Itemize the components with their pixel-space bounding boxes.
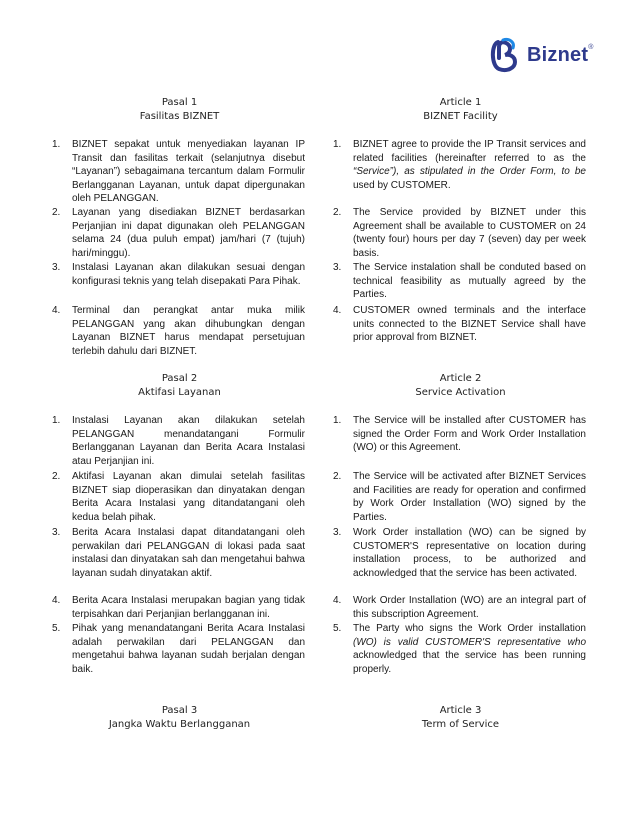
list-item: 4. Terminal dan perangkat antar muka milik PELANGGAN yang akan dihubungkan dengan Layanan BIZNET harus mendapat persetujuan terlebih dahulu dari BIZNET.: [52, 305, 305, 357]
article-2-title: Service Activation: [415, 387, 506, 398]
biznet-logo-text: Biznet®: [527, 43, 594, 66]
list-item: 2. The Service provided by BIZNET under this Agreement shall be available to CUSTOMER on 24 (twenty four) hours per day 7 (seven) day per week basis.: [333, 207, 586, 259]
pasal-3-heading: [52, 704, 307, 732]
article-1-number: Article 1: [439, 97, 482, 108]
pasal-2-number: Pasal 2: [161, 373, 198, 384]
list-item: 1. Instalasi Layanan akan dilakukan setelah PELANGGAN menandatangani Formulir Berlangganan Layanan dan Berita Acara Instalasi atau Perjanjian ini.: [52, 415, 305, 467]
list-item: 3. Work Order installation (WO) can be signed by CUSTOMER'S representative on location during installation process, to be authorized and acknowledged that the service has been activated.: [333, 527, 586, 579]
pasal-2-heading: [52, 372, 307, 400]
article-1-title: BIZNET Facility: [423, 111, 498, 122]
list-item: 1. BIZNET agree to provide the IP Transit services and related facilities (hereinafter referred to as the “Service”), as stipulated in the Order Form, to be used by CUSTOMER.: [333, 139, 586, 191]
list-item: 5. Pihak yang menandatangani Berita Acara Instalasi adalah perwakilan dari PELANGGAN dan mengetahui bahwa layanan sudah berjalan dengan baik.: [52, 623, 305, 675]
list-item: 2. Layanan yang disediakan BIZNET berdasarkan Perjanjian ini dapat digunakan oleh PELANGGAN selama 24 (dua puluh empat) jam/hari (7 (tujuh) hari/minggu).: [52, 207, 305, 259]
pasal-3-number: Pasal 3: [161, 705, 198, 716]
pasal-1-heading: [52, 96, 307, 124]
article-3-heading: [333, 704, 588, 732]
biznet-logo: [489, 36, 594, 74]
pasal-1-number: Pasal 1: [161, 97, 198, 108]
article-1-heading: [333, 96, 588, 124]
list-item: 4. Work Order Installation (WO) are an integral part of this subscription Agreement.: [333, 595, 586, 620]
pasal-2-title: Aktifasi Layanan: [138, 387, 221, 398]
list-item: 3. Berita Acara Instalasi dapat ditandatangani oleh perwakilan dari PELANGGAN di lokasi pada saat instalasi dan dinyatakan sah dan mengetahui bahwa layanan sudah dinyatakan aktif.: [52, 527, 305, 579]
article-3-title: Term of Service: [421, 719, 500, 730]
list-item: 4. CUSTOMER owned terminals and the interface units connected to the BIZNET Service shall have prior approval from BIZNET.: [333, 305, 586, 343]
list-item: 4. Berita Acara Instalasi merupakan bagian yang tidak terpisahkan dari Perjanjian berlangganan ini.: [52, 595, 305, 620]
list-item: 2. The Service will be activated after BIZNET Services and Facilities are ready for operation and confirmed by Work Order Installation (WO) signed by the Parties.: [333, 471, 586, 523]
list-item: 5. The Party who signs the Work Order installation (WO) is valid CUSTOMER'S representative who acknowledged that the service has been running properly.: [333, 623, 586, 675]
list-item: 3. The Service instalation shall be conduted based on technical feasibility as mutually agreed by the Parties.: [333, 262, 586, 300]
list-item: 1. BIZNET sepakat untuk menyediakan layanan IP Transit dan fasilitas terkait (selanjutnya disebut “Layanan”) sebagaimana tercantum dalam Formulir Berlangganan Layanan, untuk dapat dipergunakan oleh PELANGGAN.: [52, 139, 305, 204]
article-2-number: Article 2: [439, 373, 482, 384]
article-3-number: Article 3: [439, 705, 482, 716]
article-2-heading: [333, 372, 588, 400]
pasal-1-title: Fasilitas BIZNET: [139, 111, 220, 122]
biznet-logo-icon: [489, 36, 523, 74]
list-item: 1. The Service will be installed after CUSTOMER has signed the Order Form and Work Order Installation (WO) or this Agreement.: [333, 415, 586, 453]
list-item: 2. Aktifasi Layanan akan dimulai setelah fasilitas BIZNET siap dioperasikan dan dinyatakan dengan Berita Acara Instalasi yang ditandatangani oleh kedua belah pihak.: [52, 471, 305, 523]
pasal-3-title: Jangka Waktu Berlangganan: [108, 719, 251, 730]
list-item: 3. Instalasi Layanan akan dilakukan sesuai dengan konfigurasi teknis yang telah disepakati Para Pihak.: [52, 262, 305, 287]
